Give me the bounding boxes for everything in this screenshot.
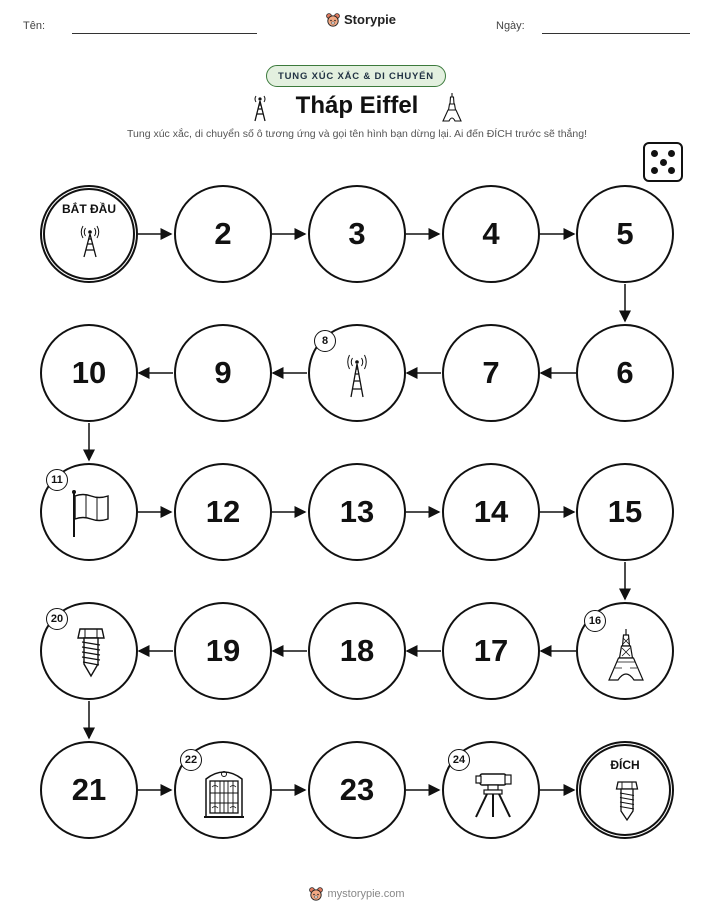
board-cell-5[interactable] xyxy=(576,185,674,283)
cell-number: 12 xyxy=(205,494,241,529)
board-cell-9[interactable] xyxy=(174,324,272,422)
flag-icon xyxy=(68,489,114,539)
cell-badge: 24 xyxy=(448,749,470,771)
board-cell-7[interactable] xyxy=(442,324,540,422)
cell-number: 3 xyxy=(348,216,366,251)
instructions: Tung xúc xắc, di chuyển số ô tương ứng và gọi tên hình bạn dừng lại. Ai đến ĐÍCH trước sẽ thắng! xyxy=(126,128,587,140)
board-cell-15[interactable] xyxy=(576,463,674,561)
footer xyxy=(0,887,714,901)
cell-badge: 11 xyxy=(46,469,68,491)
radio-tower-icon xyxy=(346,352,368,398)
date-label: Ngày: xyxy=(496,20,525,32)
brand-name: Storypie xyxy=(344,12,397,27)
bolt-screw-icon xyxy=(76,626,106,678)
cell-badge: 8 xyxy=(314,330,336,352)
start-cell[interactable] xyxy=(40,185,138,283)
cell-number: 23 xyxy=(339,772,375,807)
cell-number: 2 xyxy=(214,216,232,251)
cell-badge: 16 xyxy=(584,610,606,632)
bear-icon xyxy=(309,887,323,901)
game-type-tag: TUNG XÚC XẮC & DI CHUYỂN xyxy=(266,65,446,87)
elevator-cage-icon xyxy=(202,767,246,821)
cell-badge: 20 xyxy=(46,608,68,630)
bolt-screw-icon xyxy=(615,780,639,822)
radio-tower-icon xyxy=(79,224,101,258)
cell-number: 21 xyxy=(71,772,107,807)
finish-cell[interactable] xyxy=(576,741,674,839)
cell-number: 10 xyxy=(71,355,107,390)
board-cell-13[interactable] xyxy=(308,463,406,561)
board-cell-23[interactable] xyxy=(308,741,406,839)
board-cell-2[interactable] xyxy=(174,185,272,283)
board-cell-21[interactable] xyxy=(40,741,138,839)
page-title: Tháp Eiffel xyxy=(295,92,419,119)
cell-number: 7 xyxy=(482,355,500,390)
eiffel-tower-icon xyxy=(606,628,646,682)
cell-badge: 22 xyxy=(180,749,202,771)
board-cell-12[interactable] xyxy=(174,463,272,561)
name-label: Tên: xyxy=(23,20,46,32)
cell-number: 18 xyxy=(339,633,375,668)
footer-url[interactable]: mystorypie.com xyxy=(327,888,405,900)
board-cell-18[interactable] xyxy=(308,602,406,700)
board-cell-14[interactable] xyxy=(442,463,540,561)
cell-number: 4 xyxy=(482,216,500,251)
cell-number: 13 xyxy=(339,494,375,529)
board-cell-3[interactable] xyxy=(308,185,406,283)
cell-number: 9 xyxy=(214,355,232,390)
cell-number: 17 xyxy=(473,633,509,668)
cell-number: 6 xyxy=(616,355,634,390)
board-cell-19[interactable] xyxy=(174,602,272,700)
cell-number: 19 xyxy=(205,633,241,668)
cell-number: 15 xyxy=(607,494,643,529)
surveyor-telescope-icon xyxy=(470,771,516,819)
board-cell-10[interactable] xyxy=(40,324,138,422)
board-cell-6[interactable] xyxy=(576,324,674,422)
cell-number: 14 xyxy=(473,494,509,529)
board-cell-4[interactable] xyxy=(442,185,540,283)
finish-label: ĐÍCH xyxy=(610,758,640,772)
cell-number: 5 xyxy=(616,216,634,251)
board-cell-17[interactable] xyxy=(442,602,540,700)
start-label: BẮT ĐẦU xyxy=(62,202,116,216)
